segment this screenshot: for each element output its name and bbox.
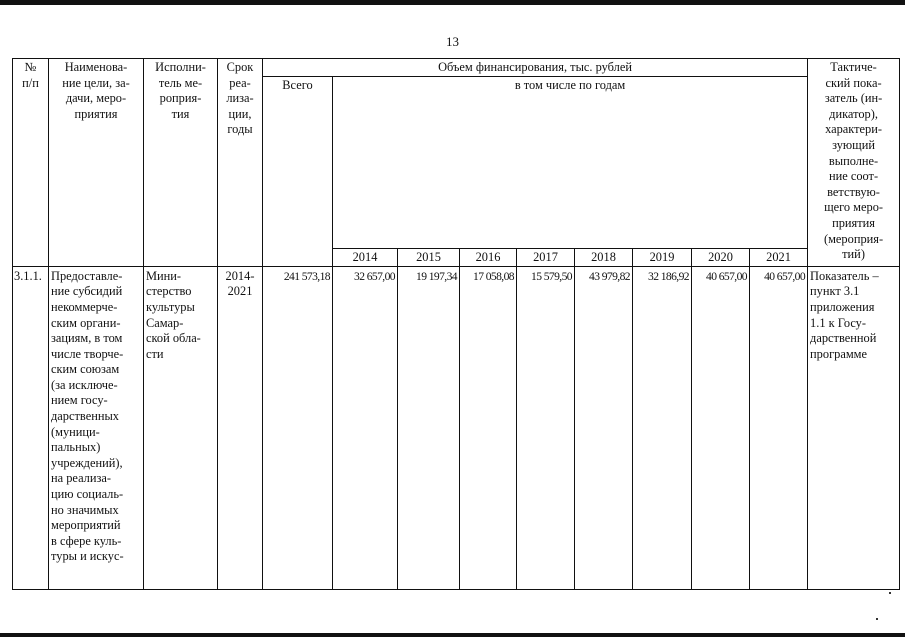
header-number: № п/п [13,59,49,267]
header-year: 2017 [517,249,575,267]
row-year-value: 40 657,00 [750,266,808,589]
row-number: 3.1.1. [13,266,49,589]
row-indicator: Показатель – пункт 3.1 приложения 1.1 к Госу- дарственной программе [808,266,900,589]
header-funding-title: Объем финансирования, тыс. рублей [263,59,808,77]
row-total: 241 573,18 [263,266,333,589]
header-year: 2019 [633,249,692,267]
header-indicator: Тактиче- ский пока- затель (ин- дикатор), характери- зующий выполне- ние соот- ветствую- щего меро- приятия (мероприя- тий) [808,59,900,267]
header-year: 2015 [398,249,460,267]
row-year-value: 17 058,08 [460,266,517,589]
bottom-border [0,633,905,637]
row-year-value: 32 657,00 [333,266,398,589]
header-by-years: в том числе по годам [333,76,808,249]
header-year: 2016 [460,249,517,267]
row-year-value: 32 186,92 [633,266,692,589]
row-period: 2014- 2021 [218,266,263,589]
header-year: 2021 [750,249,808,267]
row-executor: Мини- стерство культуры Самар- ской обла- сти [144,266,218,589]
header-year: 2020 [692,249,750,267]
row-name: Предоставле- ние субсидий некоммерче- ским органи- зациям, в том числе творче- ским союзам (за исключе- нием госу- дарственных (муници- пальных) учреждений), на реализа- цию социаль- но значимых мероприятий в сфере куль- туры и искус- [49,266,144,589]
scan-speck [889,592,891,594]
header-total: Всего [263,76,333,266]
header-year: 2018 [575,249,633,267]
header-name: Наименова- ние цели, за- дачи, меро- приятия [49,59,144,267]
row-year-value: 15 579,50 [517,266,575,589]
row-year-value: 19 197,34 [398,266,460,589]
header-executor: Исполни- тель ме- роприя- тия [144,59,218,267]
scan-speck [876,618,878,620]
table-row [13,266,900,589]
top-border [0,0,905,5]
row-year-value: 43 979,82 [575,266,633,589]
header-period: Срок реа- лиза- ции, годы [218,59,263,267]
header-year: 2014 [333,249,398,267]
header-row-1 [13,59,900,77]
financing-table [12,58,900,590]
page-number: 13 [446,34,459,49]
row-year-value: 40 657,00 [692,266,750,589]
